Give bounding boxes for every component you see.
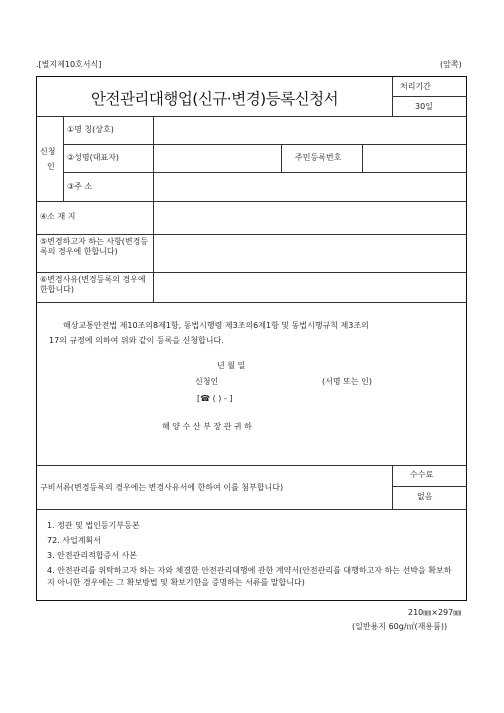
address-field[interactable] (155, 174, 465, 199)
document-item-4: 4. 안전관리를 위탁하고자 하는 자와 체결한 안전관리대행에 관한 계약서(안전관리를 대행하고자 하는 선박을 확보하지 아니한 경우에는 그 확보방법 및 확보기한을 증명하는 서류를 말합니다) (47, 566, 452, 588)
change-reason-field[interactable] (155, 274, 465, 300)
location-field[interactable] (155, 203, 465, 232)
page-side-label: (앞쪽) (440, 60, 462, 69)
business-name-label: ①명 칭(상호) (67, 125, 114, 134)
address-label: ③주 소 (67, 182, 93, 191)
processing-period-value: 30일 (415, 102, 433, 111)
statement-line-1: 해상교통안전법 제10조의8제1항, 동법시행령 제3조의6제1항 및 동법시행규칙 제3조의 (63, 321, 369, 330)
change-items-field[interactable] (155, 236, 465, 270)
applicant-sign-label: 신청인 (195, 377, 219, 386)
required-documents-label: 구비서류(변경등록의 경우에는 변경사유서에 한하여 이를 첨부합니다) (40, 483, 284, 492)
paper-spec: (일반용지 60g/㎡(재용품)) (352, 622, 448, 631)
resident-number-field[interactable] (364, 146, 465, 169)
statement-line-2: 17의 규정에 의하여 위와 같이 등록을 신청합니다. (49, 336, 224, 345)
form-number: .[별지제10호서식] (36, 60, 102, 69)
business-name-field[interactable] (155, 118, 465, 142)
sign-or-seal-note: (서명 또는 인) (322, 377, 372, 386)
fee-value: 없음 (417, 492, 433, 501)
addressee: 해 양 수 산 부 장 관 귀 하 (162, 422, 252, 431)
document-item-1: 1. 정관 및 법인등기부등본 (47, 521, 140, 530)
applicant-sign-field[interactable] (225, 375, 313, 387)
document-item-2: 72. 사업계획서 (47, 536, 101, 545)
representative-field[interactable] (155, 146, 279, 169)
date-line: 년 월 일 (217, 361, 246, 370)
applicant-section-label-2: 인 (47, 162, 55, 171)
form-title: 안전관리대행업(신규·변경)등록신청서 (91, 90, 339, 108)
change-reason-label: ⑥변경사유(변경등록의 경우에 한합니다) (40, 275, 146, 294)
paper-size: 210㎜×297㎜ (408, 608, 462, 617)
location-label: ④소 재 지 (40, 212, 76, 221)
registration-form (36, 76, 467, 601)
change-items-label: ⑤변경하고자 하는 사항(변경등록의 경우에 한합니다) (40, 237, 149, 256)
representative-label: ②성명(대표자) (67, 153, 120, 162)
processing-period-label: 처리기간 (400, 82, 431, 91)
document-item-3: 3. 안전관리적합증서 사본 (47, 551, 137, 560)
resident-number-label: 주민등록번호 (295, 153, 342, 162)
fee-label: 수수료 (410, 470, 434, 479)
phone-line: [☎ ( ) - ] (197, 394, 233, 403)
applicant-section-label: 신청 (40, 147, 56, 156)
